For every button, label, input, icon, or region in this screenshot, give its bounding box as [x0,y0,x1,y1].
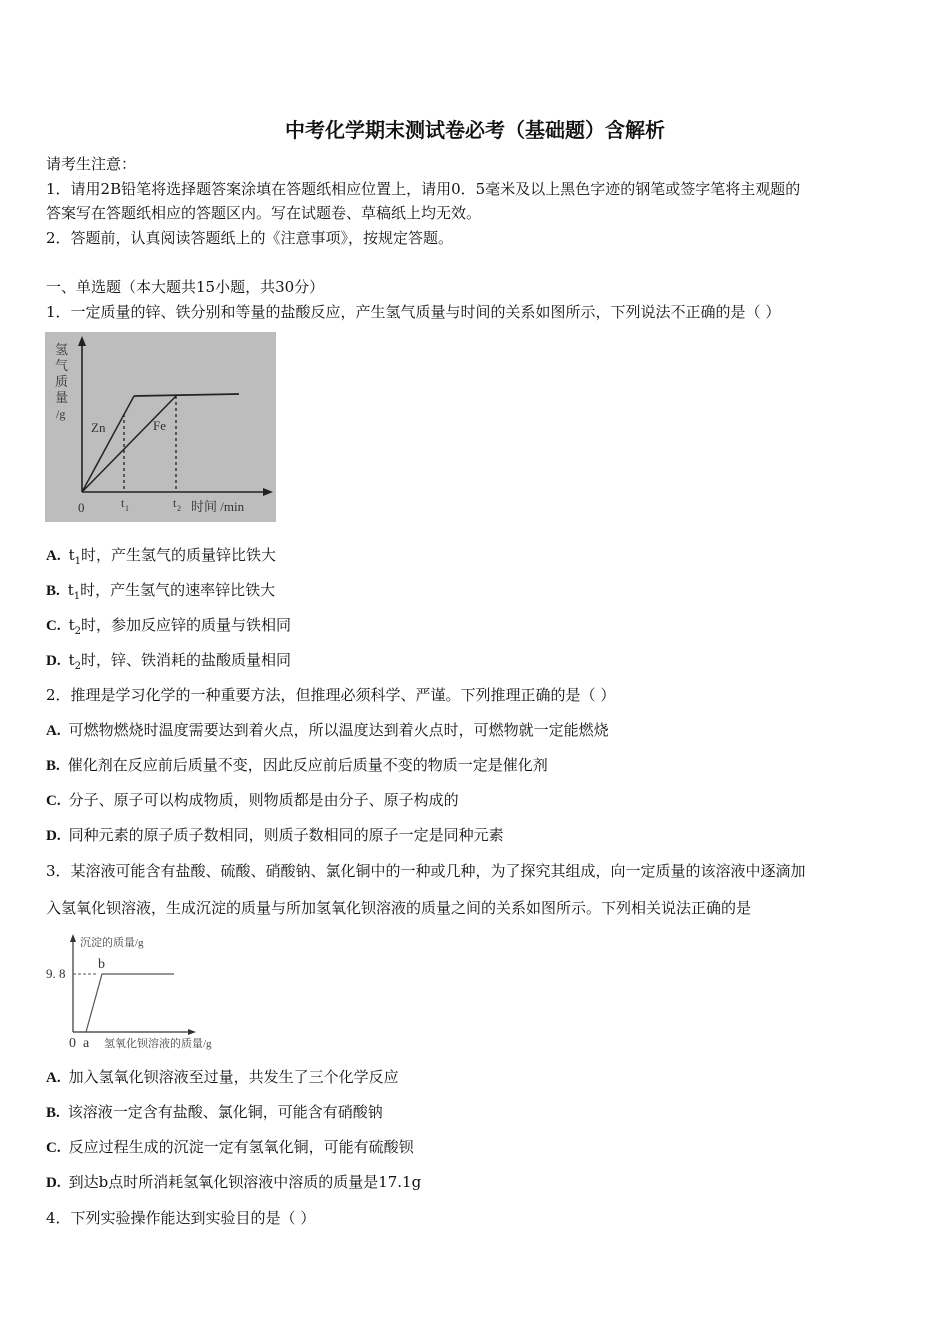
y-label-3: 质 [55,374,69,389]
y-label-4: 量 [55,390,69,405]
q1-option-a[interactable] [46,545,276,572]
question-3-stem-1: 3．某溶液可能含有盐酸、硫酸、硝酸钠、氯化铜中的一种或几种，为了探究其组成，向一定质量的该溶液中逐滴加 [46,862,806,880]
option-text: 催化剂在反应前后质量不变，因此反应前后质量不变的物质一定是催化剂 [67,756,548,774]
y-label-5: /g [56,407,66,421]
x-axis-label: 时间 /min [191,499,245,514]
option-text: 可燃物燃烧时温度需要达到着火点，所以温度达到着火点时，可燃物就一定能燃烧 [68,721,609,739]
q3-option-a[interactable] [46,1067,399,1088]
x-axis-label: 氢氧化钡溶液的质量/g [104,1038,212,1050]
question-3-figure [42,930,238,1054]
t2-sub: 2 [177,504,181,513]
section-heading: 一、单选题（本大题共15小题，共30分） [46,278,325,296]
option-text: 时，锌、铁消耗的盐酸质量相同 [81,651,292,669]
option-var: t [68,616,75,634]
notice-line-2: 2．答题前，认真阅读答题纸上的《注意事项》，按规定答题。 [46,229,454,247]
option-letter: D. [46,653,61,669]
option-text: 分子、原子可以构成物质，则物质都是由分子、原子构成的 [68,791,459,809]
option-text: 同种元素的原子质子数相同，则质子数相同的原子一定是同种元素 [68,826,504,844]
option-letter: B. [46,1105,60,1121]
option-text: 时，产生氢气的速率锌比铁大 [80,581,276,599]
q2-option-d[interactable] [46,825,504,846]
t1-sub: 1 [125,504,129,513]
fe-label: Fe [153,418,166,433]
option-var: t [68,546,75,564]
question-1-stem: 1．一定质量的锌、铁分别和等量的盐酸反应，产生氢气质量与时间的关系如图所示，下列说法不正确的是（ ） [46,303,781,321]
option-text: 时，参加反应锌的质量与铁相同 [81,616,292,634]
y-label-1: 氢 [55,342,69,357]
y-axis-label: 沉淀的质量/g [80,937,144,949]
option-var: t [68,651,75,669]
notice-heading: 请考生注意： [46,155,137,173]
point-b-label: b [98,957,105,972]
option-letter: D. [46,1175,61,1191]
option-text: 反应过程生成的沉淀一定有氢氧化铜，可能有硫酸钡 [68,1138,414,1156]
question-1-figure [45,332,276,522]
y-label-2: 气 [55,358,69,373]
option-text: 时，产生氢气的质量锌比铁大 [81,546,277,564]
option-text: 到达b点时所消耗氢氧化钡溶液中溶质的质量是17.1g [68,1173,422,1191]
option-letter: A. [46,1070,61,1086]
q2-option-b[interactable] [46,755,548,776]
origin-label: 0 [78,500,85,515]
option-text: 该溶液一定含有盐酸、氯化铜，可能含有硝酸钠 [67,1103,383,1121]
q3-option-b[interactable] [46,1102,383,1123]
y-value-label: 9. 8 [46,966,66,981]
option-letter: C. [46,1140,61,1156]
question-2-stem: 2．推理是学习化学的一种重要方法，但推理必须科学、严谨。下列推理正确的是（ ） [46,686,616,704]
option-letter: B. [46,758,60,774]
option-var: t [67,581,74,599]
option-text: 加入氢氧化钡溶液至过量，共发生了三个化学反应 [68,1068,399,1086]
option-letter: A. [46,723,61,739]
q2-option-a[interactable] [46,720,609,741]
notice-line-1: 1．请用2B铅笔将选择题答案涂填在答题纸相应位置上，请用0．5毫米及以上黑色字迹的钢笔或签字笔将主观题的 [46,180,801,198]
option-letter: D. [46,828,61,844]
option-letter: C. [46,793,61,809]
option-letter: C. [46,618,61,634]
option-sub: 2 [74,626,81,637]
q1-option-d[interactable] [46,650,291,677]
notice-line-1b: 答案写在答题纸相应的答题区内。写在试题卷、草稿纸上均无效。 [46,204,482,222]
option-sub: 2 [74,661,81,672]
origin-label: 0 [69,1036,76,1051]
option-letter: A. [46,548,61,564]
option-letter: B. [46,583,60,599]
question-4-stem: 4．下列实验操作能达到实验目的是（ ） [46,1209,316,1227]
option-sub: 1 [74,556,81,567]
t1-label: t [121,496,125,510]
question-3-stem-2: 入氢氧化钡溶液，生成沉淀的质量与所加氢氧化钡溶液的质量之间的关系如图所示。下列相关说法正确的是 [46,899,752,917]
q3-option-d[interactable] [46,1172,421,1193]
q1-option-b[interactable] [46,580,275,607]
q3-option-c[interactable] [46,1137,414,1158]
point-a-label: a [83,1036,90,1051]
q2-option-c[interactable] [46,790,459,811]
t2-label: t [173,496,177,510]
zn-label: Zn [91,420,106,435]
option-sub: 1 [73,591,81,602]
page-title: 中考化学期末测试卷必考（基础题）含解析 [285,118,665,142]
q1-option-c[interactable] [46,615,291,642]
